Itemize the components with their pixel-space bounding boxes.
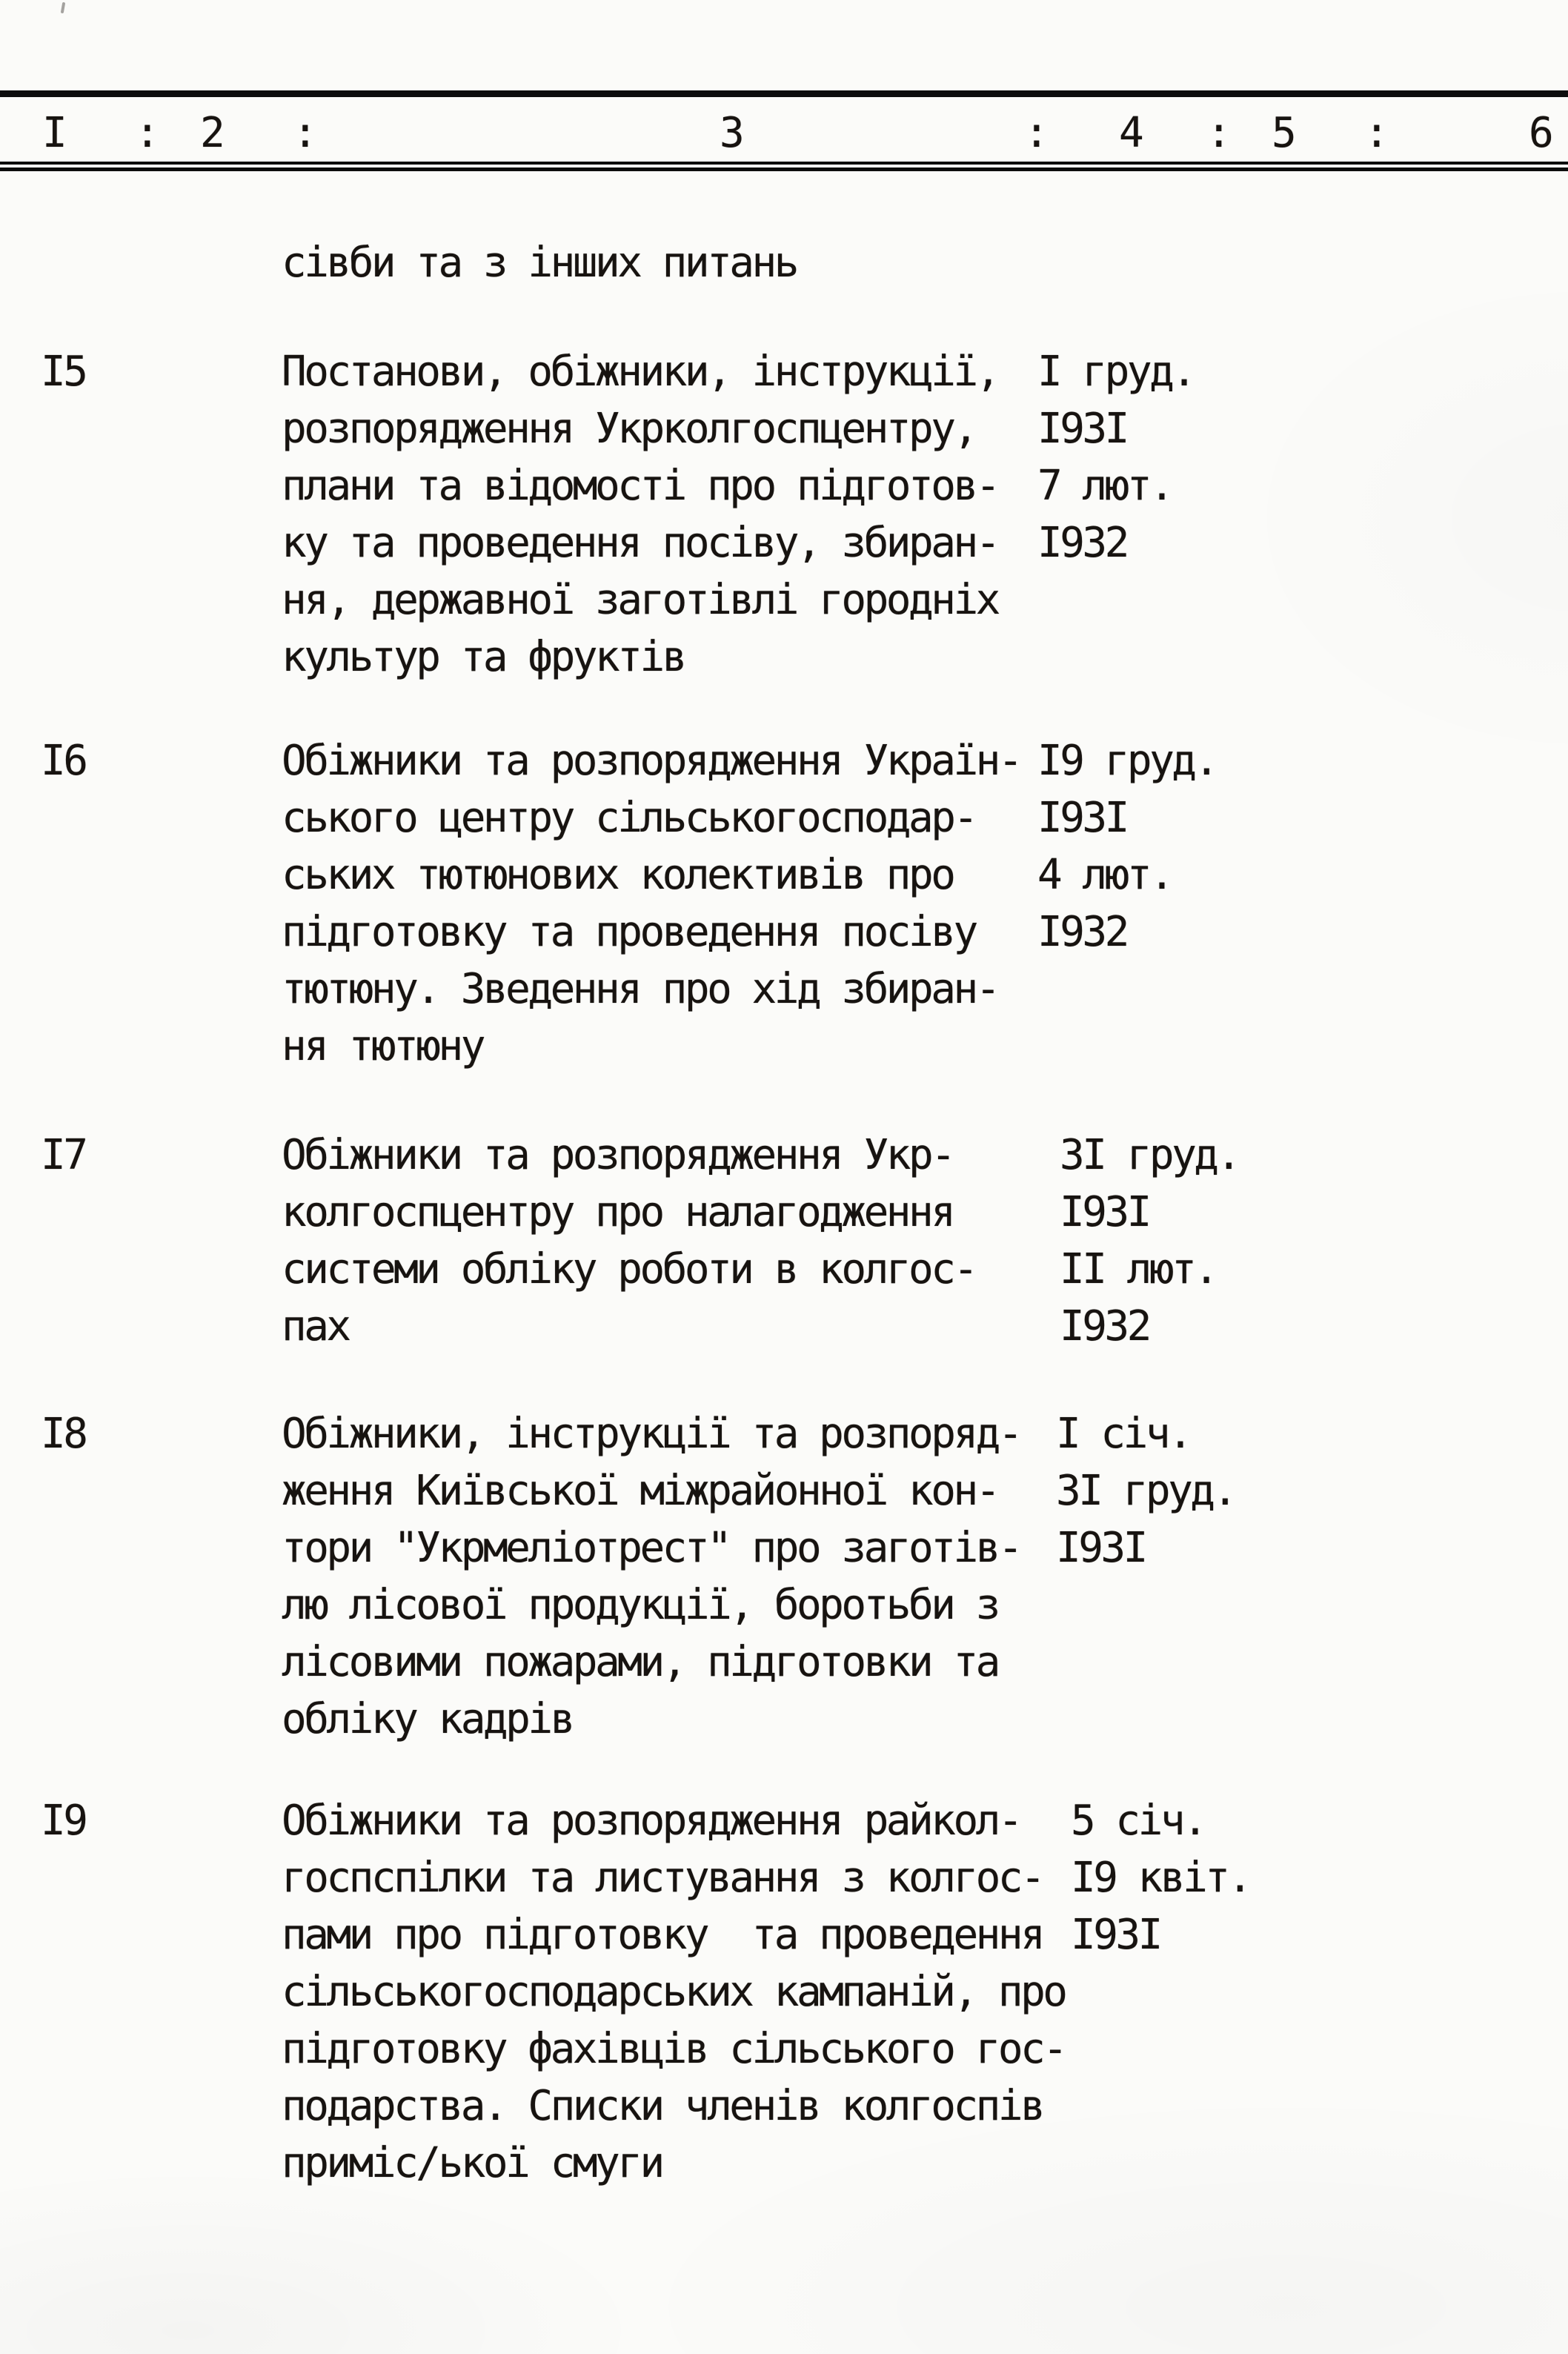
description-line: Обіжники та розпорядження райкол- xyxy=(282,1797,1021,1845)
date-line: I93I xyxy=(1060,1188,1149,1236)
entry-description xyxy=(282,1127,976,1355)
description-line: підготовку фахівців сільського гос- xyxy=(282,2025,1066,2073)
description-line: ня тютюну xyxy=(282,1022,483,1070)
header-column-number: 3 xyxy=(720,109,743,157)
description-line: тютюну. Зведення про хід збиран- xyxy=(282,965,998,1013)
description-line: Обіжники та розпорядження Україн- xyxy=(282,737,1021,785)
entry-description xyxy=(282,1792,1066,2192)
description-line: приміс/ької смуги xyxy=(282,2139,662,2187)
date-line: I932 xyxy=(1060,1302,1149,1350)
description-line: культур та фруктів xyxy=(282,633,685,681)
entry-number: I6 xyxy=(41,737,86,785)
description-line: Обіжники, інструкції та розпоряд- xyxy=(282,1410,1021,1458)
date-line: 3I груд. xyxy=(1060,1131,1239,1179)
header-column-number: I xyxy=(42,109,65,157)
description-line: ку та проведення посіву, збиран- xyxy=(282,519,998,567)
header-column-number: 5 xyxy=(1272,109,1295,157)
description-line: колгоспцентру про налагодження xyxy=(282,1188,954,1236)
description-line: розпорядження Укрколгоспцентру, xyxy=(282,405,976,453)
description-line: системи обліку роботи в колгос- xyxy=(282,1245,976,1293)
entry-dates xyxy=(1056,1405,1235,1576)
header-separator-colon: : xyxy=(293,109,316,157)
entry-description xyxy=(282,1405,1020,1748)
date-line: I93I xyxy=(1056,1524,1146,1572)
description-line: лісовими пожарами, підготовки та xyxy=(282,1638,998,1686)
section-heading-continuation: сівби та з інших питань xyxy=(282,239,797,287)
header-column-number: 2 xyxy=(200,109,223,157)
description-line: лю лісової продукції, боротьби з xyxy=(282,1581,998,1629)
date-line: 7 лют. xyxy=(1037,462,1172,510)
description-line: ських тютюнових колективів про xyxy=(282,851,954,899)
header-separator-colon: : xyxy=(135,109,158,157)
description-line: тори "Укрмеліотрест" про заготів- xyxy=(282,1524,1021,1572)
header-separator-colon: : xyxy=(1024,109,1047,157)
date-line: 3I груд. xyxy=(1056,1467,1235,1515)
description-line: плани та відомості про підготов- xyxy=(282,462,998,510)
entry-number: I7 xyxy=(41,1131,86,1179)
description-line: пах xyxy=(282,1302,349,1350)
header-separator-colon: : xyxy=(1206,109,1229,157)
entry-number: I5 xyxy=(41,348,86,396)
date-line: I груд. xyxy=(1037,348,1195,396)
description-line: ня, державної заготівлі городніх xyxy=(282,576,998,624)
date-line: I січ. xyxy=(1056,1410,1191,1458)
description-line: Постанови, обіжники, інструкції, xyxy=(282,348,998,396)
entry-number: I9 xyxy=(41,1797,86,1845)
date-line: I932 xyxy=(1037,519,1127,567)
entry-dates xyxy=(1060,1127,1239,1355)
date-line: I9 квіт. xyxy=(1071,1854,1250,1902)
description-line: пами про підготовку та проведення xyxy=(282,1911,1043,1959)
entry-dates xyxy=(1071,1792,1250,1963)
entry-number: I8 xyxy=(41,1410,86,1458)
date-line: I932 xyxy=(1037,908,1127,956)
date-line: I93I xyxy=(1037,794,1127,842)
entry-description xyxy=(282,732,1020,1075)
description-line: обліку кадрів xyxy=(282,1695,573,1743)
date-line: 4 лют. xyxy=(1037,851,1172,899)
date-line: 5 січ. xyxy=(1071,1797,1206,1845)
header-column-number: 6 xyxy=(1529,109,1552,157)
entry-dates xyxy=(1037,343,1195,571)
date-line: II лют. xyxy=(1060,1245,1217,1293)
description-line: сільськогосподарських кампаній, про xyxy=(282,1968,1066,2016)
description-line: госпспілки та листування з колгос- xyxy=(282,1854,1043,1902)
description-line: підготовку та проведення посіву xyxy=(282,908,976,956)
header-separator-colon: : xyxy=(1364,109,1387,157)
description-line: ження Київської міжрайонної кон- xyxy=(282,1467,998,1515)
description-line: подарства. Списки членів колгоспів xyxy=(282,2082,1043,2130)
date-line: I93I xyxy=(1071,1911,1160,1959)
date-line: I93I xyxy=(1037,405,1127,453)
description-line: ського центру сільськогосподар- xyxy=(282,794,976,842)
entry-dates xyxy=(1037,732,1217,961)
header-column-number: 4 xyxy=(1119,109,1142,157)
description-line: Обіжники та розпорядження Укр- xyxy=(282,1131,954,1179)
date-line: I9 груд. xyxy=(1037,737,1217,785)
entry-description xyxy=(282,343,998,686)
